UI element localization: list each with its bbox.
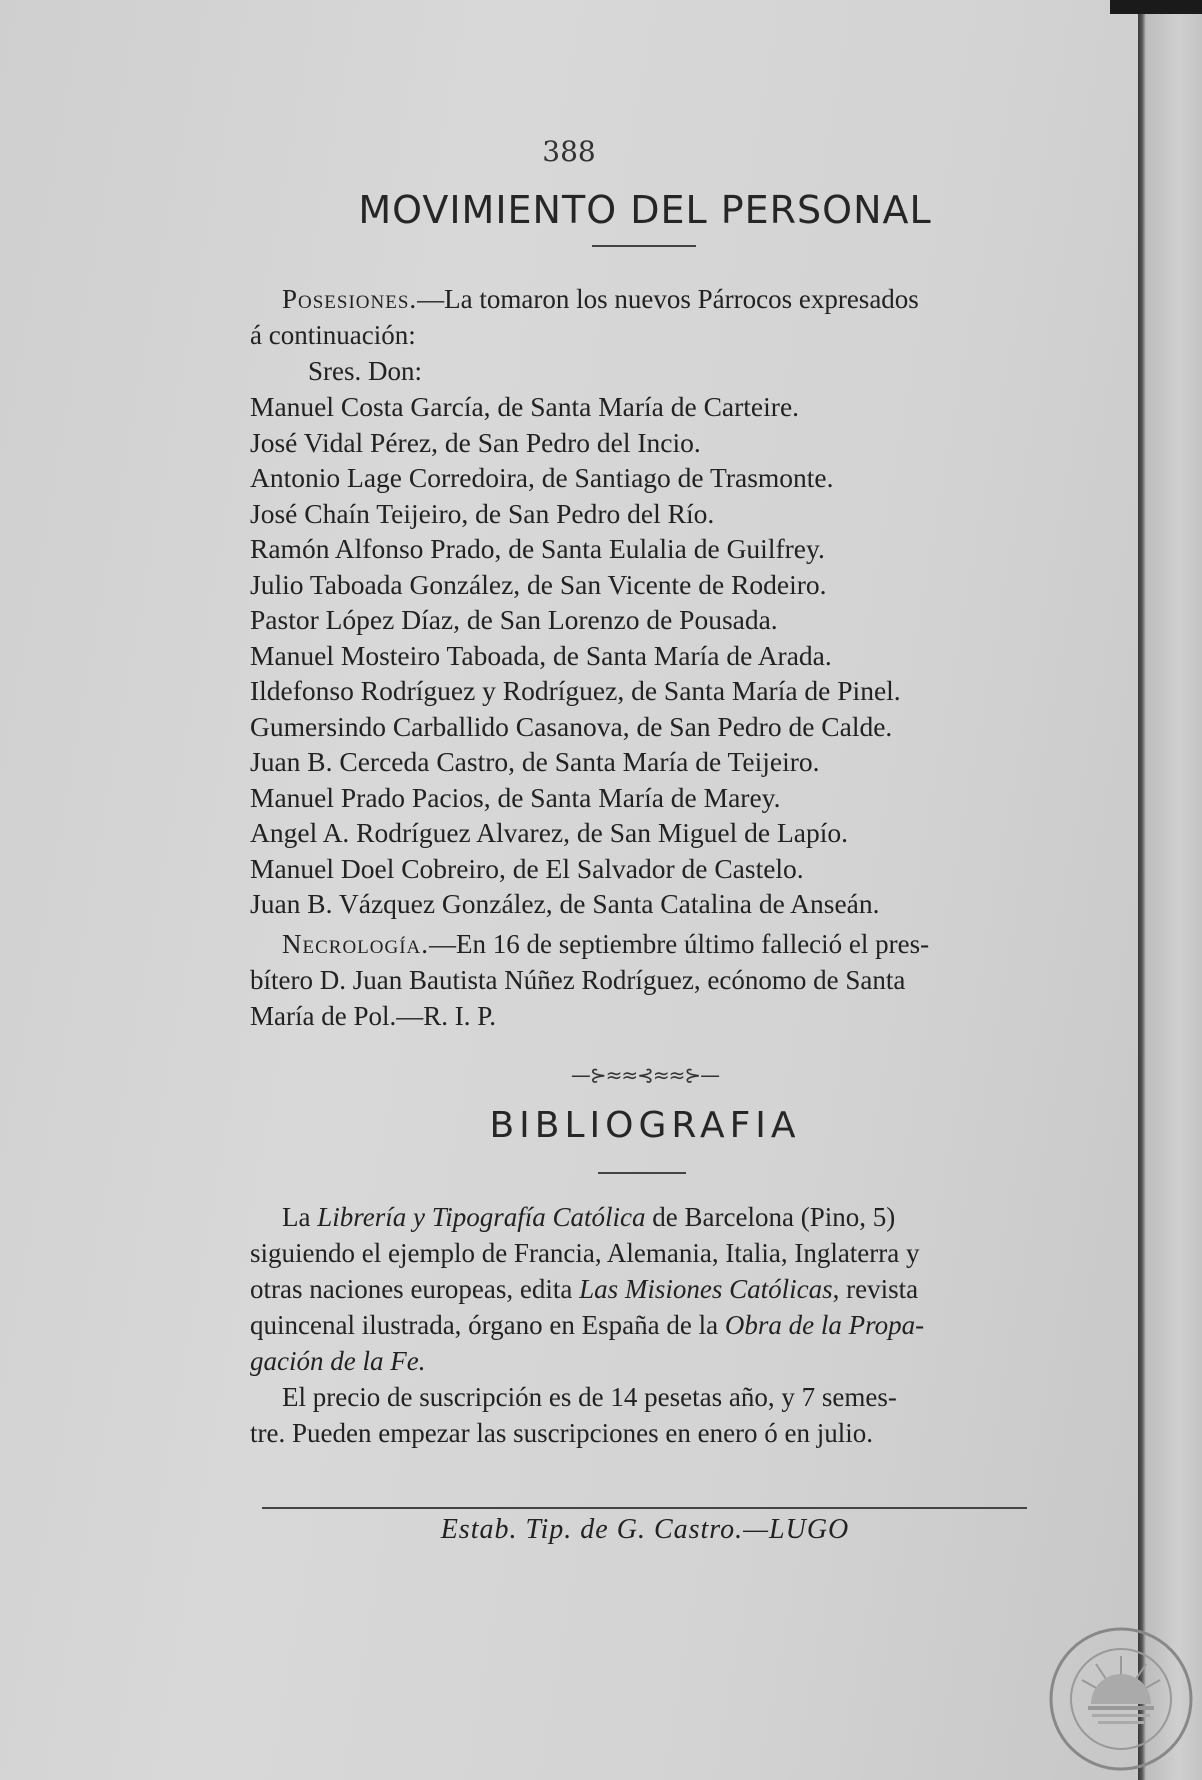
title-underline (598, 1172, 686, 1174)
necrologia-paragraph (250, 926, 1040, 1034)
list-item: Antonio Lage Corredoira, de Santiago de Trasmonte. (250, 462, 834, 493)
list-item: José Chaín Teijeiro, de San Pedro del Río. (250, 497, 715, 529)
biblio-italic-title: gación de la Fe. (250, 1346, 426, 1376)
section-title-personal: MOVIMIENTO DEL PERSONAL (358, 188, 932, 232)
biblio-text: quincenal ilustrada, órgano en España de la (250, 1310, 725, 1340)
sres-label: Sres. Don: (308, 356, 422, 386)
list-item: Manuel Doel Cobreiro, de El Salvador de Castelo. (250, 852, 804, 884)
biblio-text: siguiendo el ejemplo de Francia, Alemania, Italia, Inglaterra y (250, 1238, 920, 1268)
posesiones-text-continued: á continuación: (250, 320, 416, 350)
list-item: Manuel Prado Pacios, de Santa María de Marey. (250, 781, 781, 813)
printer-imprint: Estab. Tip. de G. Castro.—LUGO (440, 1514, 850, 1545)
biblio-price-text: El precio de suscripción es de 14 pesetas año, y 7 semes- (282, 1382, 897, 1412)
list-item: Juan B. Cerceda Castro, de Santa María de Teijeiro. (250, 746, 820, 777)
list-item: Ildefonso Rodríguez y Rodríguez, de Santa María de Pinel. (250, 675, 901, 706)
list-item: Ramón Alfonso Prado, de Santa Eulalia de Guilfrey. (250, 533, 825, 564)
biblio-italic-title: Obra de la Propa- (724, 1310, 925, 1340)
page-fold-edge (1138, 0, 1202, 1780)
list-item: Pastor López Díaz, de San Lorenzo de Pousada. (250, 604, 778, 635)
biblio-italic-title: Las Misiones Católicas (579, 1274, 833, 1304)
biblio-text: de Barcelona (Pino, 5) (645, 1202, 896, 1232)
list-item: Manuel Mosteiro Taboada, de Santa María de Arada. (250, 639, 832, 671)
necrologia-text: —En 16 de septiembre último falleció el pres- (429, 929, 930, 959)
list-item: Manuel Costa García, de Santa María de Carteire. (250, 391, 800, 422)
biblio-price-text: tre. Pueden empezar las suscripciones en enero ó en julio. (250, 1418, 874, 1448)
necrologia-label: Necrología. (282, 929, 430, 959)
decorative-ornament: —⊱≈≈⊰≈≈⊱— (570, 1063, 720, 1087)
list-item: José Vidal Pérez, de San Pedro del Incio. (250, 426, 701, 458)
list-item: Gumersindo Carballido Casanova, de San Pedro de Calde. (250, 710, 893, 742)
biblio-text: La (282, 1202, 318, 1232)
list-item: Juan B. Vázquez González, de Santa Catalina de Anseán. (250, 888, 880, 919)
library-seal-icon (1046, 1624, 1196, 1774)
footer-rule (262, 1507, 1027, 1509)
biblio-italic-title: Librería y Tipografía Católica (317, 1202, 646, 1232)
title-underline (592, 245, 696, 247)
list-item: Julio Taboada González, de San Vicente de Rodeiro. (250, 568, 827, 600)
page-number: 388 (542, 135, 596, 168)
parish-priest-list (250, 389, 1040, 922)
scan-corner (1110, 0, 1202, 14)
posesiones-paragraph (250, 281, 1040, 389)
biblio-text: otras naciones europeas, edita (250, 1274, 580, 1304)
bibliografia-paragraph (250, 1199, 1040, 1451)
list-item: Angel A. Rodríguez Alvarez, de San Miguel de Lapío. (250, 817, 848, 848)
posesiones-label: Posesiones. (282, 284, 418, 314)
necrologia-text-line2: bítero D. Juan Bautista Núñez Rodríguez, ecónomo de Santa (250, 965, 906, 995)
biblio-text: , revista (832, 1274, 919, 1304)
posesiones-text: —La tomaron los nuevos Párrocos expresados (417, 284, 919, 314)
section-title-bibliografia: BIBLIOGRAFIA (489, 1105, 801, 1146)
necrologia-text-line3: María de Pol.—R. I. P. (250, 1001, 496, 1031)
